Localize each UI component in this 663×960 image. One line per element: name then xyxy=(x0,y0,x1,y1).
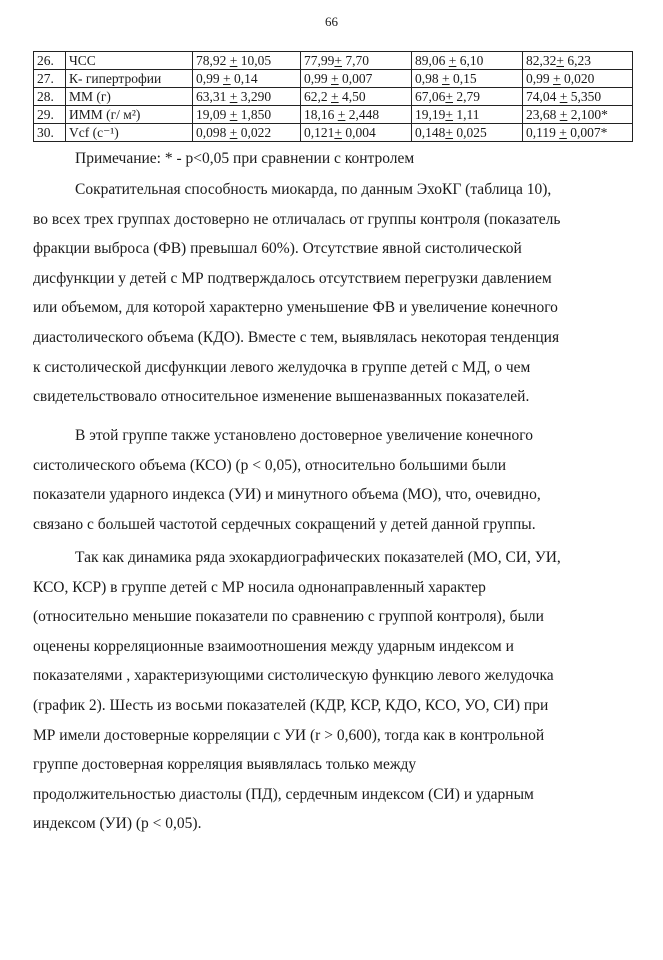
text-line: группе достоверная корреляция выявлялась только между xyxy=(33,756,417,774)
plus-minus-sign: + xyxy=(553,70,561,86)
parameter-name: ММ (г) xyxy=(66,88,193,106)
plus-minus-sign: + xyxy=(331,88,339,104)
parameter-name: К- гипертрофии xyxy=(66,70,193,88)
parameter-name: ИММ (г/ м²) xyxy=(66,106,193,124)
text-line: продолжительностью диастолы (ПД), сердечным индексом (СИ) и ударным xyxy=(33,785,534,803)
value-cell-group-2: 0,121+ 0,004 xyxy=(301,124,412,142)
plus-minus-sign: + xyxy=(331,70,339,86)
plus-minus-sign: + xyxy=(448,52,457,68)
text-line: показатели ударного индекса (УИ) и минутного объема (МО), что, очевидно, xyxy=(33,486,541,504)
value-cell-group-3: 67,06+ 2,79 xyxy=(412,88,523,106)
text-line: индексом (УИ) (р < 0,05). xyxy=(33,815,202,833)
row-number: 27. xyxy=(34,70,66,88)
value-cell-group-1: 0,098 + 0,022 xyxy=(193,124,301,142)
value-cell-group-3: 19,19+ 1,11 xyxy=(412,106,523,124)
table-row xyxy=(34,70,633,88)
paragraph-3 xyxy=(33,543,633,839)
plus-minus-sign: + xyxy=(229,106,238,122)
text-line: (относительно меньшие показатели по сравнению с группой контроля), были xyxy=(33,608,544,626)
page-number: 66 xyxy=(325,14,338,29)
row-number: 30. xyxy=(34,124,66,142)
plus-minus-sign: + xyxy=(556,52,564,68)
text-line: во всех трех группах достоверно не отличалась от группы контроля (показатель xyxy=(33,210,561,228)
row-number: 28. xyxy=(34,88,66,106)
plus-minus-sign: + xyxy=(337,106,346,122)
table-row xyxy=(34,124,633,142)
text-line: свидетельствовало относительное изменение вышеназванных показателей. xyxy=(33,388,530,406)
value-cell-group-2: 62,2 + 4,50 xyxy=(301,88,412,106)
text-line: КСО, КСР) в группе детей с МР носила однонаправленный характер xyxy=(33,578,486,596)
table-row xyxy=(34,52,633,70)
value-cell-group-2: 77,99+ 7,70 xyxy=(301,52,412,70)
text-line: показателями , характеризующими систолическую функцию левого желудочка xyxy=(33,667,554,685)
value-cell-group-1: 63,31 + 3,290 xyxy=(193,88,301,106)
plus-minus-sign: + xyxy=(229,52,238,68)
text-line: (график 2). Шесть из восьми показателей (КДР, КСР, КДО, КСО, УО, СИ) при xyxy=(33,696,549,714)
text-line: дисфункции у детей с МР подтверждалось отсутствием перегрузки давлением xyxy=(33,269,552,287)
value-cell-group-4: 0,99 + 0,020 xyxy=(523,70,633,88)
paragraph-1 xyxy=(33,175,633,412)
value-cell-group-4: 0,119 + 0,007* xyxy=(523,124,633,142)
plus-minus-sign: + xyxy=(334,52,342,68)
text-line: Сократительная способность миокарда, по данным ЭхоКГ (таблица 10), xyxy=(75,181,552,198)
plus-minus-sign: + xyxy=(442,70,450,86)
value-cell-group-3: 89,06 + 6,10 xyxy=(412,52,523,70)
plus-minus-sign: + xyxy=(559,124,567,140)
text-line: или объемом, для которой характерно уменьшение ФВ и увеличение конечного xyxy=(33,299,558,317)
row-number: 26. xyxy=(34,52,66,70)
plus-minus-sign: + xyxy=(445,88,453,104)
plus-minus-sign: + xyxy=(334,124,342,140)
paragraph-2 xyxy=(33,421,633,539)
plus-minus-sign: + xyxy=(229,88,238,104)
row-number: 29. xyxy=(34,106,66,124)
value-cell-group-1: 78,92 + 10,05 xyxy=(193,52,301,70)
value-cell-group-4: 74,04 + 5,350 xyxy=(523,88,633,106)
text-line: Так как динамика ряда эхокардиографических показателей (МО, СИ, УИ, xyxy=(75,549,561,566)
value-cell-group-1: 0,99 + 0,14 xyxy=(193,70,301,88)
parameter-name: Vcf (с⁻¹) xyxy=(66,124,193,142)
value-cell-group-2: 0,99 + 0,007 xyxy=(301,70,412,88)
table-note: Примечание: * - р<0,05 при сравнении с контролем xyxy=(75,150,415,167)
value-cell-group-2: 18,16 + 2,448 xyxy=(301,106,412,124)
value-cell-group-3: 0,98 + 0,15 xyxy=(412,70,523,88)
data-table xyxy=(33,51,633,142)
text-line: связано с большей частотой сердечных сокращений у детей данной группы. xyxy=(33,515,536,533)
text-line: В этой группе также установлено достоверное увеличение конечного xyxy=(75,427,533,444)
table-row xyxy=(34,106,633,124)
plus-minus-sign: + xyxy=(223,70,231,86)
value-cell-group-4: 82,32+ 6,23 xyxy=(523,52,633,70)
text-line: систолического объема (КСО) (р < 0,05), относительно большими были xyxy=(33,456,507,474)
value-cell-group-1: 19,09 + 1,850 xyxy=(193,106,301,124)
text-line: к систолической дисфункции левого желудочка в группе детей с МД, о чем xyxy=(33,358,531,376)
plus-minus-sign: + xyxy=(445,124,453,140)
value-cell-group-3: 0,148+ 0,025 xyxy=(412,124,523,142)
text-line: диастолического объема (КДО). Вместе с тем, выявлялась некоторая тенденция xyxy=(33,328,560,346)
text-line: фракции выброса (ФВ) превышал 60%). Отсутствие явной систолической xyxy=(33,240,522,258)
table-row xyxy=(34,88,633,106)
text-line: оценены корреляционные взаимоотношения между ударным индексом и xyxy=(33,637,514,655)
text-line: МР имели достоверные корреляции с УИ (r > 0,600), тогда как в контрольной xyxy=(33,726,545,744)
plus-minus-sign: + xyxy=(559,106,568,122)
plus-minus-sign: + xyxy=(229,124,238,140)
value-cell-group-4: 23,68 + 2,100* xyxy=(523,106,633,124)
plus-minus-sign: + xyxy=(559,88,568,104)
plus-minus-sign: + xyxy=(445,106,453,122)
parameter-name: ЧСС xyxy=(66,52,193,70)
